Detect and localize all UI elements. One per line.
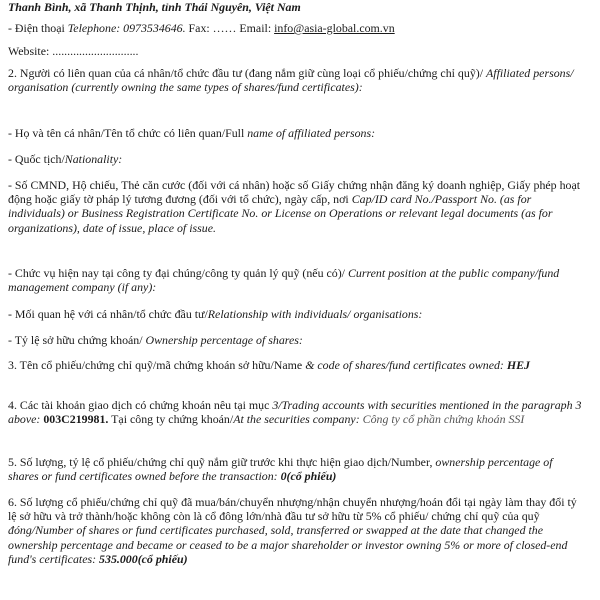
section-2-title: 2. Người có liên quan của cá nhân/tổ chức đầu tư (đang nắm giữ cùng loại cổ phiếu/chứng chỉ quỹ)/ Affiliated persons/ organisation (currently owning the same types of shares/fund certificates): (8, 66, 574, 95)
securities-company: Công ty cổ phần chứng khoán SSI (362, 412, 525, 427)
website-line: Website: ............................. (8, 44, 139, 58)
shares-before-value: 0(cổ phiếu) (280, 469, 337, 484)
trading-account: 003C219981. (40, 412, 109, 427)
shares-transacted-value: 535.000(cổ phiếu) (99, 551, 188, 566)
section-5: 5. Số lượng, tỷ lệ cổ phiếu/chứng chỉ quỹ nắm giữ trước khi thực hiện giao dịch/Number, ownership percentage of shares or fund certificates owned before the transaction: 0(cổ phiếu) (8, 455, 553, 484)
relationship-field: - Mối quan hệ với cá nhân/tổ chức đầu tư/Relationship with individuals/ organisations: (8, 307, 423, 321)
email-link[interactable]: info@asia-global.com.vn (274, 21, 395, 35)
current-position-field: - Chức vụ hiện nay tại công ty đại chúng/công ty quản lý quỹ (nếu có)/ Current position at the public company/fund management company (if any): (8, 266, 560, 295)
section-6: 6. Số lượng cổ phiếu/chứng chỉ quỹ đã mua/bán/chuyển nhượng/nhận chuyển nhượng/hoán đổi tại ngày làm thay đổi tỷ lệ sở hữu và trở thành/hoặc không còn là cổ đông lớn/nhà đầu tư sở hữu từ 5% cổ phiếu/ chứng chỉ quỹ của quỹ đóng/Number of shares or fund certificates purchased, sold, transferred or swapped at the date that changed the ownership percentage and became or ceased to be a major shareholder or investor owning 5% or more of closed-end fund's certificates: 535.000(cổ phiếu) (8, 495, 577, 566)
nationality-field: - Quốc tịch/Nationality: (8, 152, 123, 166)
section-3: 3. Tên cổ phiếu/chứng chỉ quỹ/mã chứng khoán sở hữu/Name & code of shares/fund certificates owned: HEJ (8, 358, 530, 372)
affiliated-name-field: - Họ và tên cá nhân/Tên tổ chức có liên quan/Full name of affiliated persons: (8, 126, 376, 140)
ownership-percentage-field: - Tỷ lệ sở hữu chứng khoán/ Ownership percentage of shares: (8, 333, 303, 347)
share-code: HEJ (506, 358, 530, 372)
section-4: 4. Các tài khoản giao dịch có chứng khoán nêu tại mục 3/Trading accounts with securities mentioned in the paragraph 3 above: 003C219981. Tại công ty chứng khoán/At the securities company: Công ty cổ phần chứng khoán SSI (8, 398, 582, 427)
contact-line: - Điện thoại Telephone: 0973534646. Fax: …… Email: info@asia-global.com.vn (8, 21, 395, 35)
id-document-field: - Số CMND, Hộ chiếu, Thẻ căn cước (đối với cá nhân) hoặc số Giấy chứng nhận đăng ký doanh nghiệp, Giấy phép hoạt động hoặc giấy tờ pháp lý tương đương (đối với tổ chức), ngày cấp, nơi Cap/ID card No./Passport No. (as for individuals) or Business Registration Certificate No. or License on Operations or relevant legal documents (as for organizations), date of issue, place of issue. (8, 178, 581, 235)
address-line: Thanh Bình, xã Thanh Thịnh, tỉnh Thái Nguyên, Việt Nam (8, 0, 301, 14)
